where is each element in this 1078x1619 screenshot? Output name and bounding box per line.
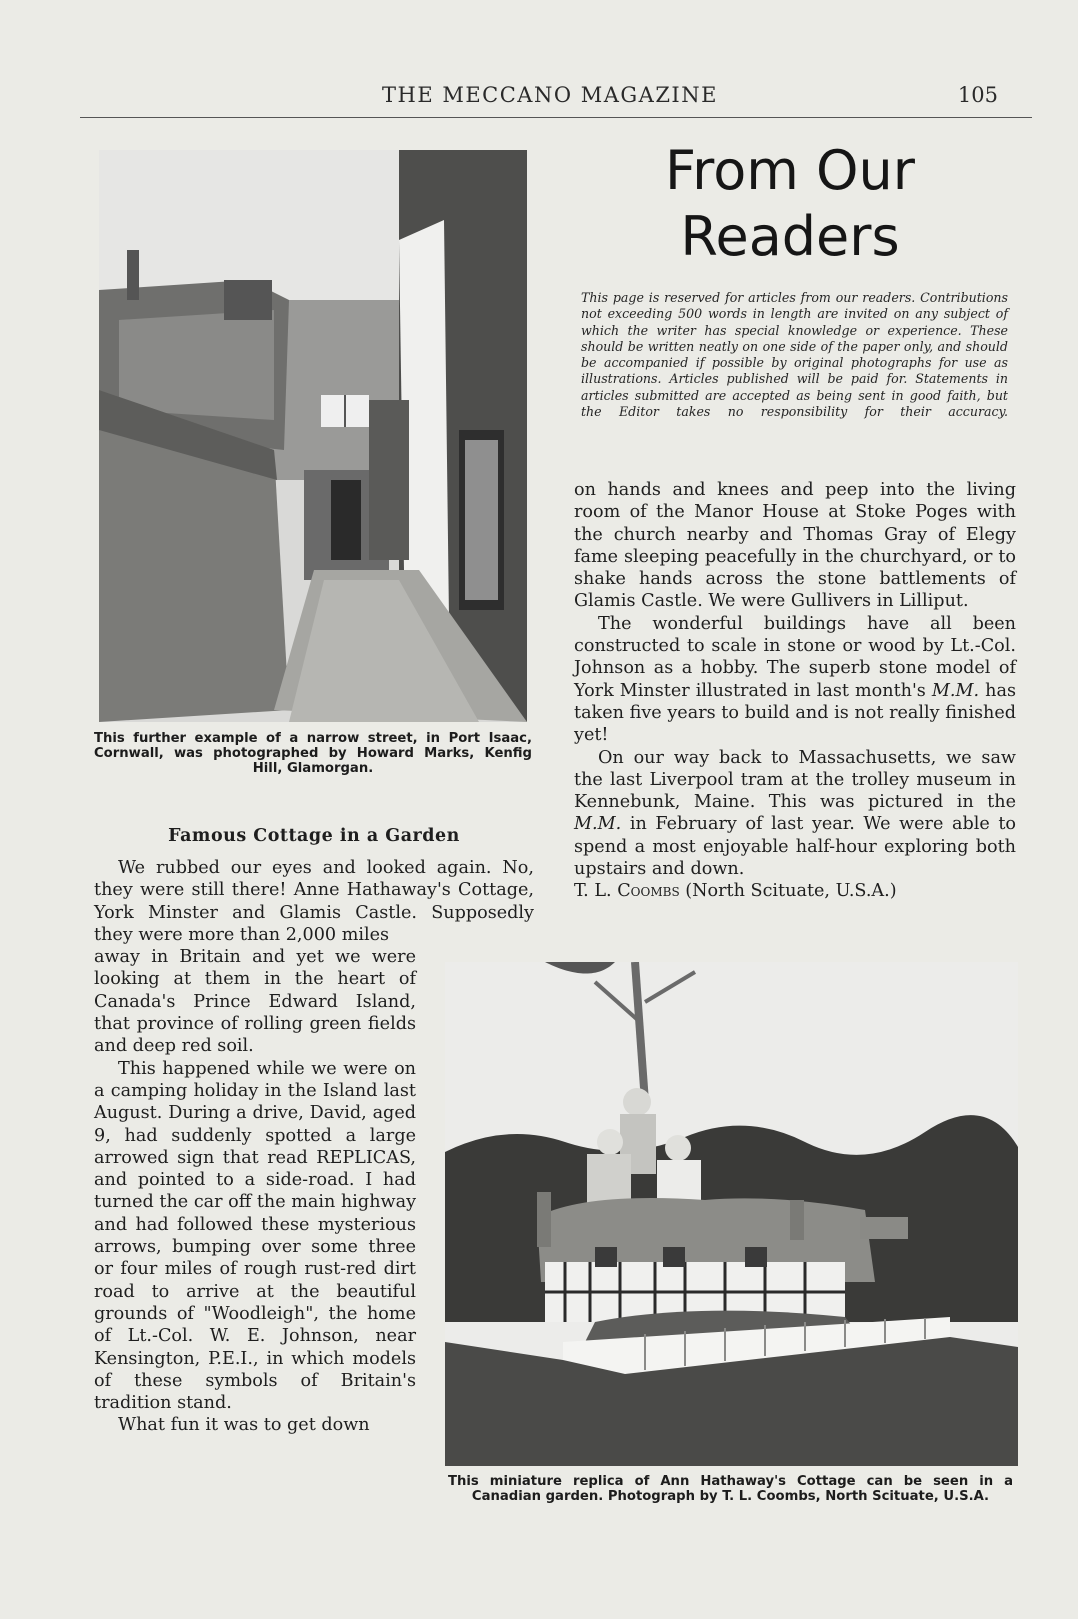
paragraph: on hands and knees and peep into the living room of the Manor House at Stoke Poges with the church nearby and Thomas Gray of Elegy fame sleeping peacefully in the churchyard, or to shake hands across the stone battlements of Glamis Castle. We were Gullivers in Lilliput. — [574, 480, 1016, 612]
author-signature: T. L. Coombs (North Scituate, U.S.A.) — [574, 881, 897, 902]
paragraph: away in Britain and yet we were looking at them in the heart of Canada's Prince Edward Island, that province of rolling green fields and deep red soil. — [94, 947, 416, 1057]
article-column-right — [574, 479, 1016, 903]
paragraph: The wonderful buildings have all been constructed to scale in stone or wood by Lt.-Col. Johnson as a hobby. The superb stone model of York Minster illustrated in last month's M.M. has taken five years to build and is not really finished yet! — [574, 613, 1017, 746]
paragraph: We rubbed our eyes and looked again. No, they were still there! Anne Hathaway's Cottage, York Minster and Glamis Castle. Supposedly they were more than 2,000 miles — [94, 858, 534, 945]
title-line-2: Readers — [680, 205, 900, 268]
cottage-illustration — [445, 962, 1018, 1466]
mm-abbrev: M.M. — [574, 814, 622, 835]
port-isaac-caption: This further example of a narrow street, in Port Isaac, Cornwall, was photographed by Howard Marks, Kenfig Hill, Glamorgan. — [94, 731, 532, 776]
paragraph: This happened while we were on a camping holiday in the Island last August. During a drive, David, aged 9, had suddenly spotted a large arrowed sign that read REPLICAS, and pointed to a side-road. I had turned the car off the main highway and had followed these mysterious arrows, bumping over some three or four miles of rough rust-red dirt road to arrive at the beautiful grounds of "Woodleigh", the home of Lt.-Col. W. E. Johnson, near Kensington, P.E.I., in which models of these symbols of Britain's tradition stand. — [94, 1058, 417, 1414]
page-number: 105 — [957, 83, 998, 107]
page-header — [80, 83, 1032, 118]
street-illustration — [99, 150, 527, 722]
narrow-text-block — [94, 946, 416, 1437]
editorial-intro: This page is reserved for articles from our readers. Contributions not exceeding 500 words in length are invited on any subject of which the writer has special knowledge or experience. These should be written neatly on one side of the paper only, and should be accompanied if possible by original photographs for use as illustrations. Articles published will be paid for. Statements in articles submitted are accepted as being sent in good faith, but the Editor takes no responsibility for their accuracy. — [581, 290, 1008, 420]
port-isaac-street-photo — [99, 150, 527, 722]
mm-abbrev: M.M. — [931, 680, 980, 701]
paragraph: On our way back to Massachusetts, we saw the last Liverpool tram at the trolley museum in Kennebunk, Maine. This was pictured in the M.M. in February of last year. We were able to spend a most enjoyable half-hour exploring both upstairs and down. — [574, 747, 1017, 880]
magazine-title: THE MECCANO MAGAZINE — [382, 83, 718, 107]
cottage-caption: This miniature replica of Ann Hathaway's Cottage can be seen in a Canadian garden. Photograph by T. L. Coombs, North Scituate, U.S.A. — [448, 1474, 1013, 1504]
paragraph: What fun it was to get down — [118, 1415, 370, 1436]
cottage-replica-photo — [445, 962, 1018, 1466]
title-line-1: From Our — [665, 139, 915, 202]
article-heading: Famous Cottage in a Garden — [168, 826, 460, 846]
page-title — [615, 138, 965, 270]
